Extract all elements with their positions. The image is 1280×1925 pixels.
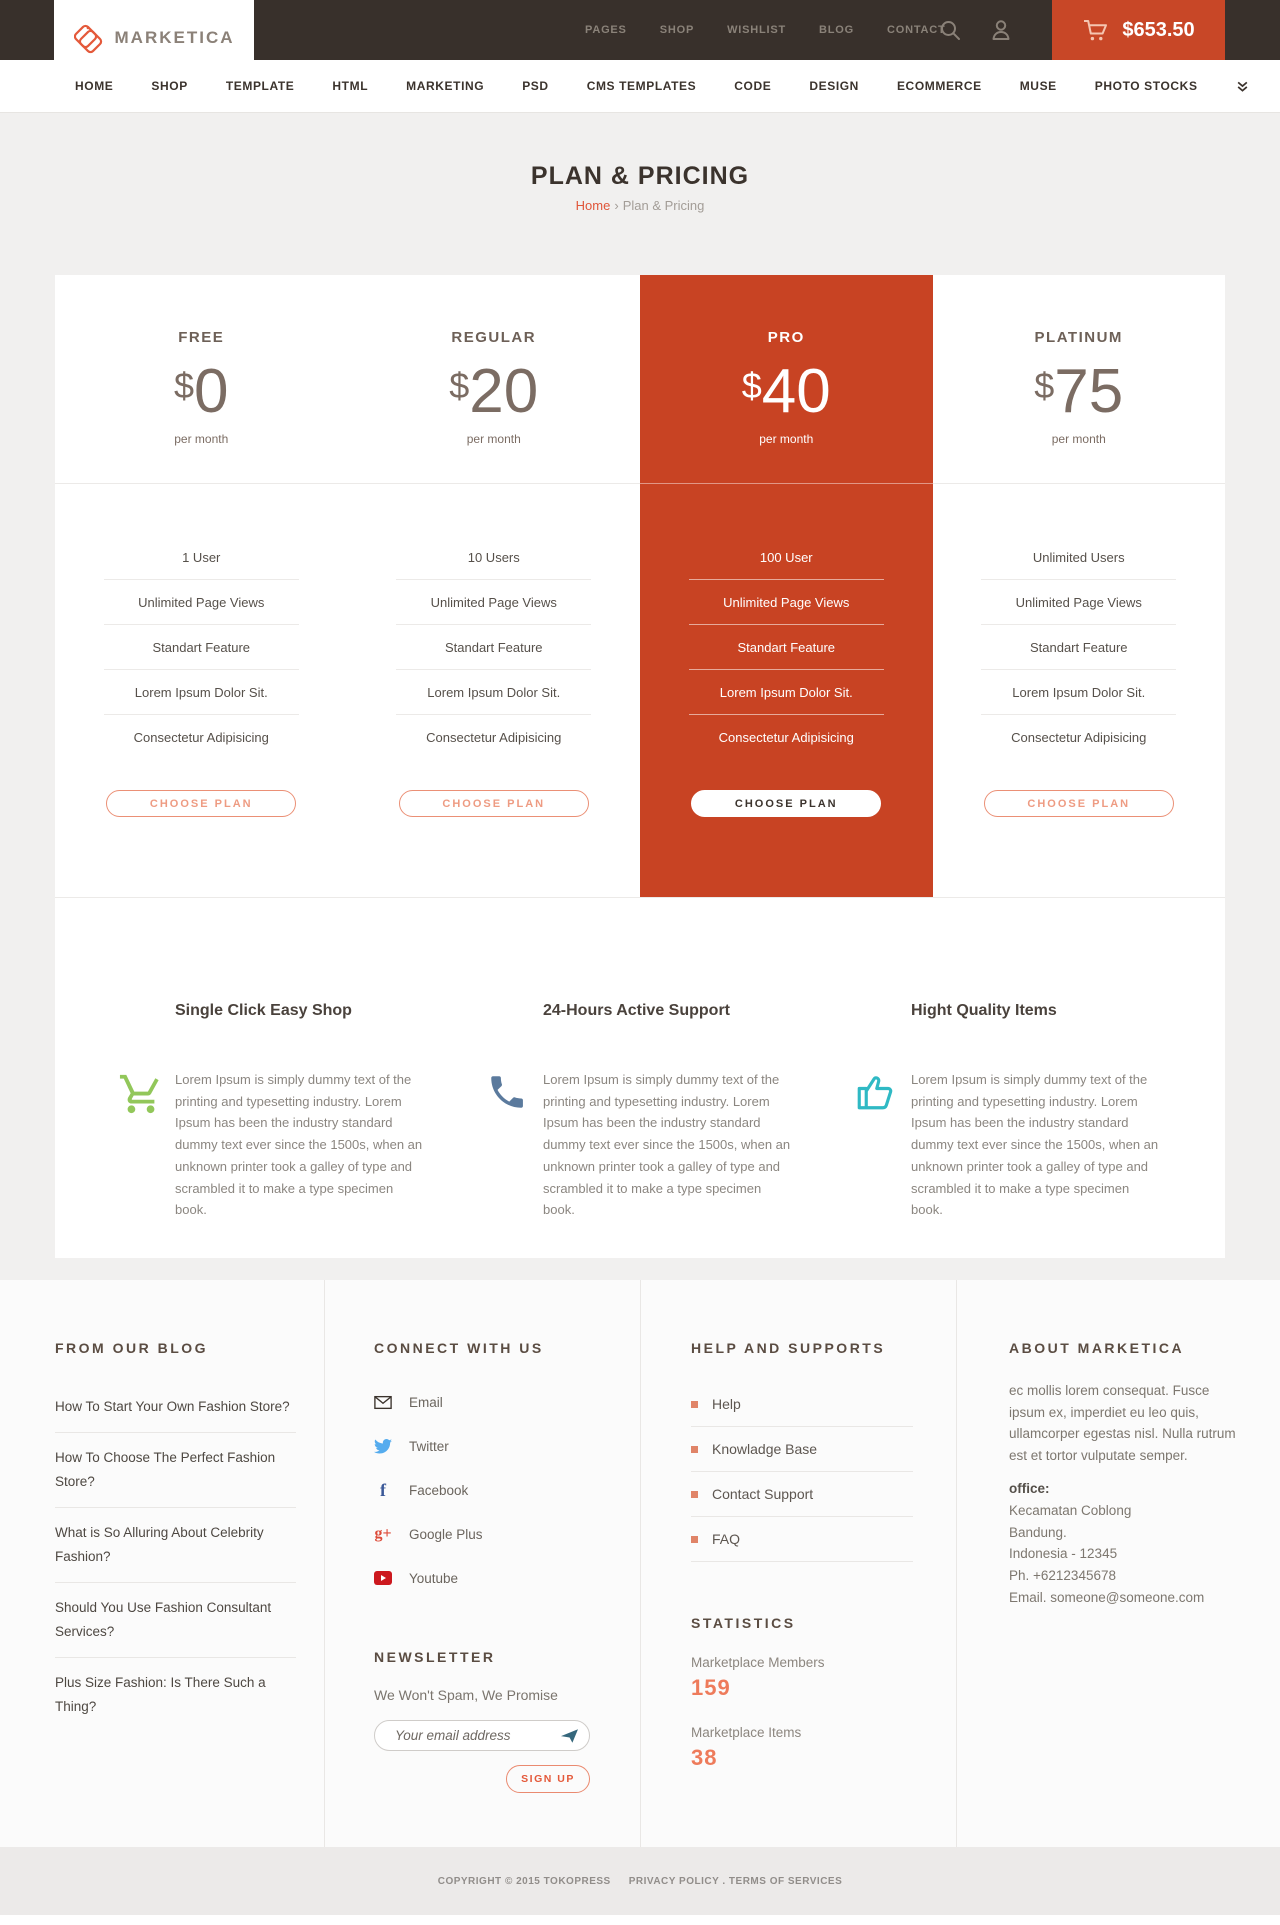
plan-feature: Unlimited Users [981,535,1176,580]
pricing-table [55,275,1225,898]
features-section [55,898,1225,1258]
plan-header [348,275,641,484]
topbar-link-shop[interactable]: SHOP [659,24,695,36]
google-plus-icon: g+ [374,1525,392,1542]
about-text: ec mollis lorem consequat. Fusce ipsum ex, imperdiet eu leo quis, ullamcorper egestas nisl. Nulla rutrum est et tortor vulputate semper. [1009,1383,1236,1463]
social-links [374,1380,640,1600]
social-link-twitter[interactable]: Twitter [374,1424,640,1468]
breadcrumb-home-link[interactable]: Home [575,198,611,213]
plan-header [640,275,933,484]
copyright-bar [0,1847,1280,1915]
plan-price: $0 [173,357,229,426]
plan-column-regular [348,275,641,897]
plan-feature-list [104,535,299,760]
plan-feature: Standart Feature [396,625,591,670]
topbar-link-wishlist[interactable]: WISHLIST [727,24,787,36]
footer-blog-column [55,1280,324,1847]
plan-period: per month [1051,432,1106,446]
pricing-card [55,275,1225,1258]
topbar-icons [938,0,1013,60]
plan-feature: Lorem Ipsum Dolor Sit. [689,670,884,715]
plan-name: FREE [178,329,225,346]
feature-quality [854,1002,1222,1258]
footer [0,1280,1280,1847]
legal-links[interactable]: PRIVACY POLICY . TERMS OF SERVICES [628,1875,843,1887]
plan-feature: Consectetur Adipisicing [718,730,854,745]
social-link-google-plus[interactable]: g+ Google Plus [374,1525,483,1542]
newsletter-email-input[interactable] [393,1727,555,1744]
stat-label-members: Marketplace Members [691,1655,825,1670]
sign-up-button[interactable]: SIGN UP [506,1765,590,1793]
blog-post-link[interactable]: How To Start Your Own Fashion Store? [55,1382,296,1433]
blog-post-link[interactable]: Plus Size Fashion: Is There Such a Thing? [55,1675,266,1714]
nav-item-muse[interactable]: MUSE [1019,79,1057,93]
feature-easy-shop [118,1002,486,1258]
plan-feature: Lorem Ipsum Dolor Sit. [981,670,1176,715]
footer-connect-column [324,1280,640,1847]
plan-feature-list [396,535,591,760]
user-icon[interactable] [989,18,1013,42]
plan-period: per month [466,432,521,446]
twitter-icon [374,1439,392,1454]
plan-period: per month [174,432,229,446]
blog-post-list [55,1382,296,1732]
plan-price: $20 [449,357,539,426]
tag-logo-icon [74,21,104,55]
nav-item-template[interactable]: TEMPLATE [225,79,295,93]
send-icon[interactable] [561,1729,578,1743]
plan-feature: Standart Feature [689,625,884,670]
plan-price: $75 [1034,357,1124,426]
topbar-link-contact[interactable]: CONTACT [887,24,946,36]
feature-support [486,1002,854,1258]
search-icon[interactable] [938,18,962,42]
plan-column-pro [640,275,933,897]
help-link[interactable]: FAQ [691,1517,913,1562]
stat-value-members: 159 [691,1675,731,1700]
square-bullet-icon [691,1401,698,1408]
plan-name: PLATINUM [1034,329,1123,346]
nav-item-shop[interactable]: SHOP [151,79,188,93]
nav-item-marketing[interactable]: MARKETING [406,79,485,93]
email-icon [374,1395,392,1410]
newsletter-input-wrap [374,1720,590,1751]
feature-title: Single Click Easy Shop [175,1002,352,1019]
logo[interactable] [54,0,254,75]
plan-feature: Unlimited Page Views [104,580,299,625]
office-address: Kecamatan Coblong Bandung. Indonesia - 12345 Ph. +6212345678 Email. someone@someone.com [1009,1502,1205,1605]
choose-plan-button-platinum[interactable]: CHOOSE PLAN [984,790,1174,817]
choose-plan-button-free[interactable]: CHOOSE PLAN [106,790,296,817]
feature-text: Lorem Ipsum is simply dummy text of the printing and typesetting industry. Lorem Ipsum has been the industry standard dummy text ever since the 1500s, when an unknown printer took a galley of type and scrambled it to make a type specimen book. [543,1071,791,1218]
stat-label-items: Marketplace Items [691,1725,802,1740]
stat-value-items: 38 [691,1745,718,1770]
nav-item-code[interactable]: CODE [734,79,772,93]
square-bullet-icon [691,1491,698,1498]
blog-post-link[interactable]: Should You Use Fashion Consultant Services? [55,1583,296,1658]
plan-name: PRO [767,329,805,346]
nav-item-psd[interactable]: PSD [522,79,549,93]
copyright-text: COPYRIGHT © 2015 TOKOPRESS [437,1875,611,1887]
feature-text: Lorem Ipsum is simply dummy text of the printing and typesetting industry. Lorem Ipsum has been the industry standard dummy text ever since the 1500s, when an unknown printer took a galley of type and scrambled it to make a type specimen book. [175,1071,423,1218]
plan-feature: Consectetur Adipisicing [133,730,269,745]
feature-title: Hight Quality Items [911,1002,1057,1019]
plan-feature: Consectetur Adipisicing [426,730,562,745]
cart-total: $653.50 [1122,18,1195,41]
feature-title: 24-Hours Active Support [543,1002,730,1019]
square-bullet-icon [691,1446,698,1453]
plan-feature: Standart Feature [981,625,1176,670]
page-header [0,113,1280,275]
plan-feature: Unlimited Page Views [689,580,884,625]
breadcrumb [0,198,1280,213]
footer-help-column [640,1280,956,1847]
plan-feature: Standart Feature [104,625,299,670]
social-link-email[interactable]: Email [374,1380,640,1424]
plan-header [55,275,348,484]
youtube-icon [374,1571,392,1585]
cart-button[interactable] [1052,0,1225,60]
topbar-links [585,0,946,60]
social-link-facebook[interactable]: f Facebook [374,1468,640,1512]
footer-about-heading: ABOUT MARKETICA [1009,1340,1185,1356]
choose-plan-button-pro[interactable]: CHOOSE PLAN [691,790,881,817]
topbar-link-blog[interactable]: BLOG [819,24,855,36]
plan-feature: 100 User [689,535,884,580]
blog-post-link[interactable]: How To Choose The Perfect Fashion Store? [55,1433,296,1508]
topbar-link-pages[interactable]: PAGES [585,24,627,36]
shopping-cart-icon [118,1071,175,1258]
plan-feature: Lorem Ipsum Dolor Sit. [396,670,591,715]
page-title: PLAN & PRICING [530,162,750,190]
plan-price: $40 [741,357,831,426]
feature-text: Lorem Ipsum is simply dummy text of the printing and typesetting industry. Lorem Ipsum has been the industry standard dummy text ever since the 1500s, when an unknown printer took a galley of type and scrambled it to make a type specimen book. [911,1071,1159,1218]
help-link-list [691,1382,913,1562]
footer-help-heading: HELP AND SUPPORTS [691,1340,886,1356]
cart-icon [1082,18,1109,43]
nav-item-home[interactable]: HOME [75,79,114,93]
top-bar [0,0,1280,60]
chevron-double-down-icon[interactable] [1236,80,1249,93]
blog-post-link[interactable]: What is So Alluring About Celebrity Fashion? [55,1508,296,1583]
statistics-heading: STATISTICS [691,1615,796,1631]
logo-text: MARKETICA [114,27,235,47]
nav-item-ecommerce[interactable]: ECOMMERCE [896,79,982,93]
social-link-youtube[interactable]: Youtube [374,1556,640,1600]
help-link[interactable]: Knowladge Base [691,1427,913,1472]
footer-about-column [956,1280,1236,1847]
newsletter-tagline: We Won't Spam, We Promise [374,1687,558,1703]
plan-feature-list [981,535,1176,760]
plan-feature: Lorem Ipsum Dolor Sit. [104,670,299,715]
help-link[interactable]: Help [691,1382,913,1427]
plan-feature: 1 User [104,535,299,580]
nav-item-photo-stocks[interactable]: PHOTO STOCKS [1094,79,1198,93]
help-link[interactable]: Contact Support [691,1472,913,1517]
nav-item-html[interactable]: HTML [332,79,369,93]
plan-feature: Unlimited Page Views [981,580,1176,625]
phone-icon [486,1071,543,1258]
main-content [0,113,1280,1280]
facebook-icon: f [380,1479,386,1500]
plan-column-free [55,275,348,897]
footer-connect-heading: CONNECT WITH US [374,1340,544,1356]
nav-item-design[interactable]: DESIGN [809,79,859,93]
office-label: office: [1009,1481,1050,1496]
square-bullet-icon [691,1536,698,1543]
plan-feature: Unlimited Page Views [396,580,591,625]
thumbs-up-icon [854,1071,911,1258]
choose-plan-button-regular[interactable]: CHOOSE PLAN [399,790,589,817]
plan-period: per month [759,432,814,446]
footer-blog-heading: FROM OUR BLOG [55,1340,209,1356]
plan-feature: Consectetur Adipisicing [1011,730,1147,745]
breadcrumb-separator: › [614,198,619,213]
plan-name: REGULAR [451,329,537,346]
newsletter-heading: NEWSLETTER [374,1649,496,1665]
breadcrumb-current: Plan & Pricing [622,198,705,213]
nav-item-cms-templates[interactable]: CMS TEMPLATES [586,79,697,93]
plan-feature-list [689,535,884,760]
plan-column-platinum [933,275,1226,897]
plan-feature: 10 Users [396,535,591,580]
plan-header [933,275,1226,484]
